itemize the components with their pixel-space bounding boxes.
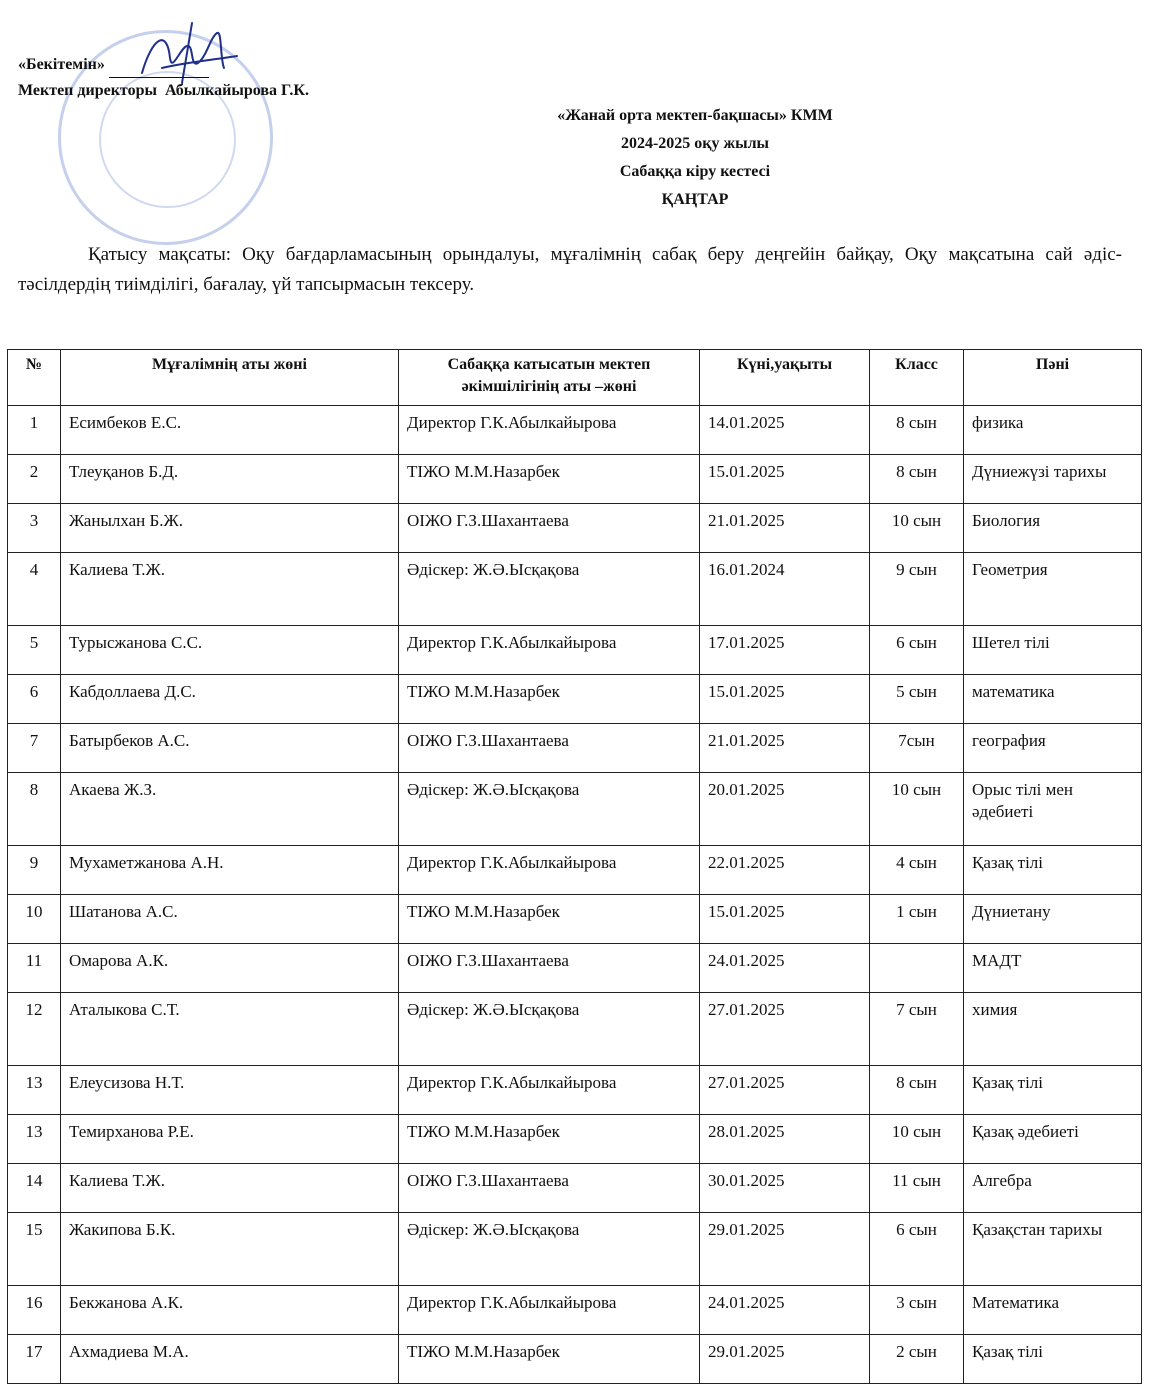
teacher-name: Есимбеков Е.С. (61, 406, 399, 455)
row-number: 8 (8, 773, 61, 846)
class-name: 11 сын (870, 1164, 964, 1213)
visit-date: 30.01.2025 (700, 1164, 870, 1213)
class-name: 8 сын (870, 1066, 964, 1115)
table-row (8, 626, 1142, 675)
teacher-name: Калиева Т.Ж. (61, 1164, 399, 1213)
col-header-number: № (8, 350, 61, 406)
subject-name: Орыс тілі мен әдебиеті (964, 773, 1142, 846)
class-name: 2 сын (870, 1335, 964, 1384)
admin-name: ТІЖО М.М.Назарбек (399, 1115, 700, 1164)
row-number: 7 (8, 724, 61, 773)
class-name: 6 сын (870, 626, 964, 675)
class-name: 10 сын (870, 773, 964, 846)
col-header-subject: Пәні (964, 350, 1142, 406)
row-number: 10 (8, 895, 61, 944)
admin-name: ТІЖО М.М.Назарбек (399, 455, 700, 504)
class-name: 7 сын (870, 993, 964, 1066)
table-row (8, 1335, 1142, 1384)
approval-block (18, 52, 309, 104)
teacher-name: Турысжанова С.С. (61, 626, 399, 675)
class-name: 7сын (870, 724, 964, 773)
table-row (8, 1286, 1142, 1335)
visit-date: 28.01.2025 (700, 1115, 870, 1164)
visit-date: 24.01.2025 (700, 1286, 870, 1335)
table-row (8, 944, 1142, 993)
approved-label: «Бекітемін» (18, 56, 105, 73)
table-row (8, 895, 1142, 944)
teacher-name: Калиева Т.Ж. (61, 553, 399, 626)
row-number: 9 (8, 846, 61, 895)
teacher-name: Бекжанова А.К. (61, 1286, 399, 1335)
class-name: 1 сын (870, 895, 964, 944)
subject-name: Алгебра (964, 1164, 1142, 1213)
admin-name: ТІЖО М.М.Назарбек (399, 675, 700, 724)
visit-date: 27.01.2025 (700, 993, 870, 1066)
subject-name: МАДТ (964, 944, 1142, 993)
subject-name: Қазақстан тарихы (964, 1213, 1142, 1286)
col-header-date: Күні,уақыты (700, 350, 870, 406)
table-row (8, 455, 1142, 504)
table-row (8, 1066, 1142, 1115)
class-name: 5 сын (870, 675, 964, 724)
visit-date: 21.01.2025 (700, 504, 870, 553)
table-row (8, 406, 1142, 455)
subject-name: Қазақ тілі (964, 846, 1142, 895)
teacher-name: Мухаметжанова А.Н. (61, 846, 399, 895)
subject-name: Қазақ тілі (964, 1066, 1142, 1115)
class-name: 3 сын (870, 1286, 964, 1335)
class-name: 6 сын (870, 1213, 964, 1286)
class-name: 8 сын (870, 406, 964, 455)
admin-name: ОІЖО Г.З.Шахантаева (399, 504, 700, 553)
teacher-name: Тлеуқанов Б.Д. (61, 455, 399, 504)
month-title: ҚАҢТАР (661, 191, 729, 208)
table-row (8, 846, 1142, 895)
subject-name: Дүниежүзі тарихы (964, 455, 1142, 504)
teacher-name: Жакипова Б.К. (61, 1213, 399, 1286)
col-header-class: Класс (870, 350, 964, 406)
document-title: Сабаққа кіру кестесі (619, 163, 771, 180)
admin-name: Директор Г.К.Абылкайырова (399, 1286, 700, 1335)
admin-name: Әдіскер: Ж.Ә.Ысқақова (399, 553, 700, 626)
teacher-name: Ахмадиева М.А. (61, 1335, 399, 1384)
class-name (870, 944, 964, 993)
visit-date: 16.01.2024 (700, 553, 870, 626)
subject-name: химия (964, 993, 1142, 1066)
table-row (8, 553, 1142, 626)
subject-name: Биология (964, 504, 1142, 553)
visit-date: 29.01.2025 (700, 1335, 870, 1384)
row-number: 12 (8, 993, 61, 1066)
row-number: 5 (8, 626, 61, 675)
academic-year: 2024-2025 оқу жылы (620, 135, 770, 152)
admin-name: ОІЖО Г.З.Шахантаева (399, 724, 700, 773)
table-row (8, 993, 1142, 1066)
org-name: «Жанай орта мектеп-бақшасы» КММ (557, 107, 833, 124)
director-label: Мектеп директоры (18, 82, 157, 99)
class-name: 8 сын (870, 455, 964, 504)
row-number: 17 (8, 1335, 61, 1384)
admin-name: ОІЖО Г.З.Шахантаева (399, 944, 700, 993)
row-number: 16 (8, 1286, 61, 1335)
class-name: 4 сын (870, 846, 964, 895)
visit-date: 21.01.2025 (700, 724, 870, 773)
table-row (8, 675, 1142, 724)
admin-name: Әдіскер: Ж.Ә.Ысқақова (399, 993, 700, 1066)
teacher-name: Шатанова А.С. (61, 895, 399, 944)
teacher-name: Темирханова Р.Е. (61, 1115, 399, 1164)
table-header-row (8, 350, 1142, 406)
class-name: 10 сын (870, 1115, 964, 1164)
admin-name: Әдіскер: Ж.Ә.Ысқақова (399, 1213, 700, 1286)
row-number: 15 (8, 1213, 61, 1286)
row-number: 1 (8, 406, 61, 455)
table-row (8, 724, 1142, 773)
row-number: 4 (8, 553, 61, 626)
visit-date: 29.01.2025 (700, 1213, 870, 1286)
table-row (8, 1115, 1142, 1164)
row-number: 3 (8, 504, 61, 553)
teacher-name: Акаева Ж.З. (61, 773, 399, 846)
signature-line (109, 59, 209, 78)
subject-name: география (964, 724, 1142, 773)
visit-date: 15.01.2025 (700, 455, 870, 504)
subject-name: Геометрия (964, 553, 1142, 626)
row-number: 6 (8, 675, 61, 724)
subject-name: математика (964, 675, 1142, 724)
class-name: 10 сын (870, 504, 964, 553)
admin-name: Әдіскер: Ж.Ә.Ысқақова (399, 773, 700, 846)
purpose-text: Қатысу мақсаты: Оқу бағдарламасының орындалуы, мұғалімнің сабақ беру деңгейін байқау, Оқу мақсатына сай әдіс-тәсілдердің тиімділігі, бағалау, үй тапсырмасын тексеру. (18, 244, 1122, 295)
visit-date: 22.01.2025 (700, 846, 870, 895)
subject-name: Дүниетану (964, 895, 1142, 944)
subject-name: Қазақ тілі (964, 1335, 1142, 1384)
document-header (0, 102, 1150, 214)
table-row (8, 1164, 1142, 1213)
visit-date: 15.01.2025 (700, 675, 870, 724)
teacher-name: Жанылхан Б.Ж. (61, 504, 399, 553)
col-header-admin: Сабаққа катысатын мектеп әкімшілігінің аты –жөні (399, 350, 700, 406)
visit-date: 20.01.2025 (700, 773, 870, 846)
row-number: 13 (8, 1115, 61, 1164)
admin-name: Директор Г.К.Абылкайырова (399, 626, 700, 675)
admin-name: Директор Г.К.Абылкайырова (399, 406, 700, 455)
admin-name: ОІЖО Г.З.Шахантаева (399, 1164, 700, 1213)
schedule-table (7, 349, 1142, 1384)
visit-date: 14.01.2025 (700, 406, 870, 455)
visit-date: 24.01.2025 (700, 944, 870, 993)
admin-name: Директор Г.К.Абылкайырова (399, 846, 700, 895)
admin-name: ТІЖО М.М.Назарбек (399, 1335, 700, 1384)
visit-date: 15.01.2025 (700, 895, 870, 944)
row-number: 14 (8, 1164, 61, 1213)
row-number: 11 (8, 944, 61, 993)
director-name: Абылкайырова Г.К. (164, 82, 309, 99)
admin-name: ТІЖО М.М.Назарбек (399, 895, 700, 944)
subject-name: Шетел тілі (964, 626, 1142, 675)
table-row (8, 773, 1142, 846)
teacher-name: Елеусизова Н.Т. (61, 1066, 399, 1115)
row-number: 2 (8, 455, 61, 504)
table-row (8, 1213, 1142, 1286)
visit-date: 27.01.2025 (700, 1066, 870, 1115)
subject-name: Математика (964, 1286, 1142, 1335)
class-name: 9 сын (870, 553, 964, 626)
table-row (8, 504, 1142, 553)
col-header-teacher: Мұғалімнің аты жөні (61, 350, 399, 406)
teacher-name: Кабдоллаева Д.С. (61, 675, 399, 724)
admin-name: Директор Г.К.Абылкайырова (399, 1066, 700, 1115)
visit-date: 17.01.2025 (700, 626, 870, 675)
subject-name: физика (964, 406, 1142, 455)
subject-name: Қазақ әдебиеті (964, 1115, 1142, 1164)
row-number: 13 (8, 1066, 61, 1115)
teacher-name: Батырбеков А.С. (61, 724, 399, 773)
teacher-name: Омарова А.К. (61, 944, 399, 993)
teacher-name: Аталыкова С.Т. (61, 993, 399, 1066)
